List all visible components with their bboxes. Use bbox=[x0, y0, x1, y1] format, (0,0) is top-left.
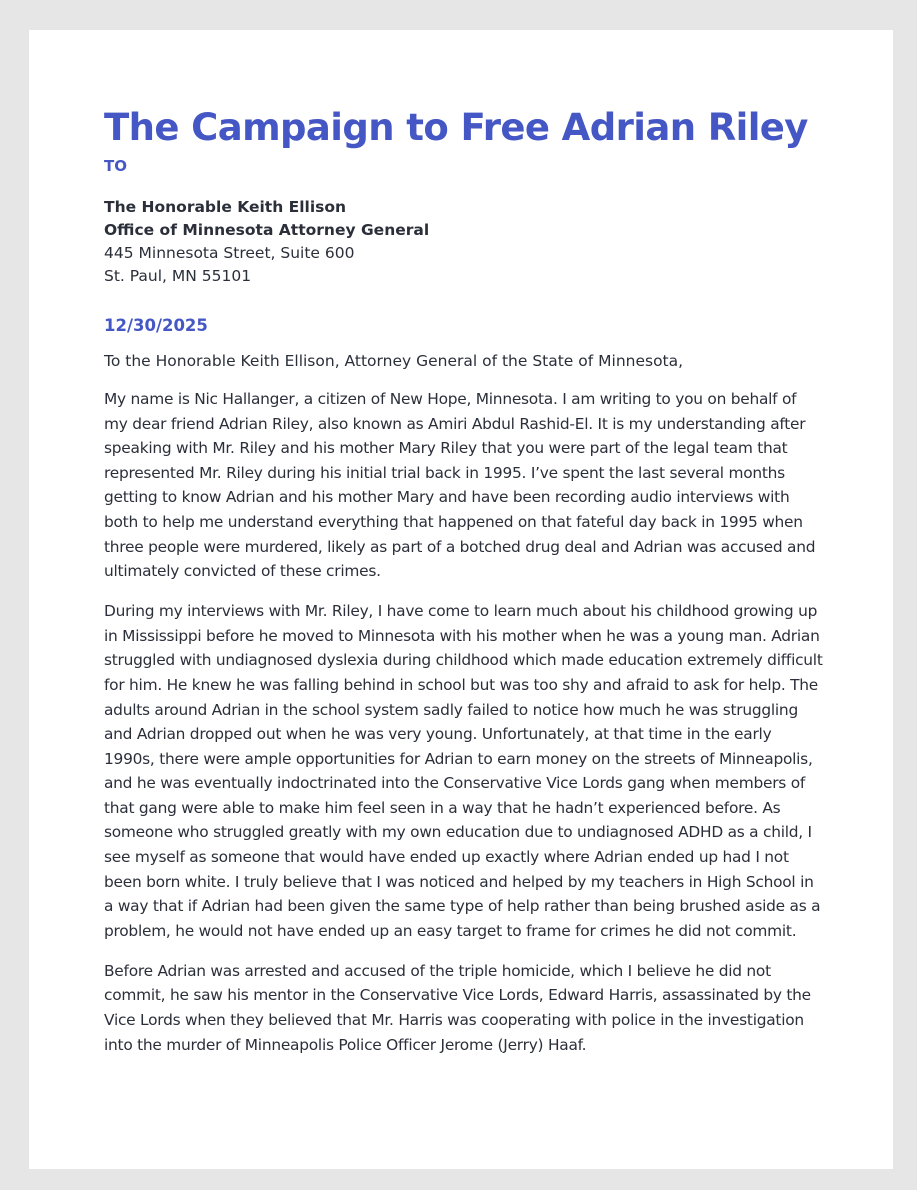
recipient-street: 445 Minnesota Street, Suite 600 bbox=[104, 244, 355, 262]
body-paragraph: My name is Nic Hallanger, a citizen of New Hope, Minnesota. I am writing to you on behalf of my dear friend Adrian Riley, also known as Amiri Abdul Rashid-El. It is my understanding after speaking with Mr. Riley and his mother Mary Riley that you were part of the legal team that represented Mr. Riley during his initial trial back in 1995. I’ve spent the last several months getting to know Adrian and his mother Mary and have been recording audio interviews with both to help me understand everything that happened on that fateful day back in 1995 when three people were murdered, likely as part of a botched drug deal and Adrian was accused and ultimately convicted of these crimes. bbox=[104, 390, 816, 581]
to-label: TO bbox=[104, 157, 127, 175]
letter-title: The Campaign to Free Adrian Riley bbox=[104, 106, 808, 149]
letter-date: 12/30/2025 bbox=[104, 316, 208, 335]
letter-content bbox=[104, 104, 824, 1073]
recipient-name: The Honorable Keith Ellison bbox=[104, 198, 347, 216]
recipient-city: St. Paul, MN 55101 bbox=[104, 267, 252, 285]
recipient-office: Office of Minnesota Attorney General bbox=[104, 221, 430, 239]
salutation: To the Honorable Keith Ellison, Attorney General of the State of Minnesota, bbox=[104, 352, 684, 370]
body-paragraph: Before Adrian was arrested and accused of the triple homicide, which I believe he did not commit, he saw his mentor in the Conservative Vice Lords, Edward Harris, assassinated by the Vice Lords when they believed that Mr. Harris was cooperating with police in the investigation into the murder of Minneapolis Police Officer Jerome (Jerry) Haaf. bbox=[104, 961, 811, 1054]
body-paragraph: During my interviews with Mr. Riley, I have come to learn much about his childhood growing up in Mississippi before he moved to Minnesota with his mother when he was a young man. Adrian struggled with undiagnosed dyslexia during childhood which made education extremely difficult for him. He knew he was falling behind in school but was too shy and afraid to ask for help. The adults around Adrian in the school system sadly failed to notice how much he was struggling and Adrian dropped out when he was very young. Unfortunately, at that time in the early 1990s, there were ample opportunities for Adrian to earn money on the streets of Minneapolis, and he was eventually indoctrinated into the Conservative Vice Lords gang when members of that gang were able to make him feel seen in a way that he hadn’t experienced before. As someone who struggled greatly with my own education due to undiagnosed ADHD as a child, I see myself as someone that would have ended up exactly where Adrian ended up had I not been born white. I truly believe that I was noticed and helped by my teachers in High School in a way that if Adrian had been given the same type of help rather than being brushed aside as a problem, he would not have ended up an easy target to frame for crimes he did not commit. bbox=[104, 602, 823, 940]
letter-page bbox=[29, 30, 893, 1169]
recipient-address bbox=[104, 196, 824, 288]
